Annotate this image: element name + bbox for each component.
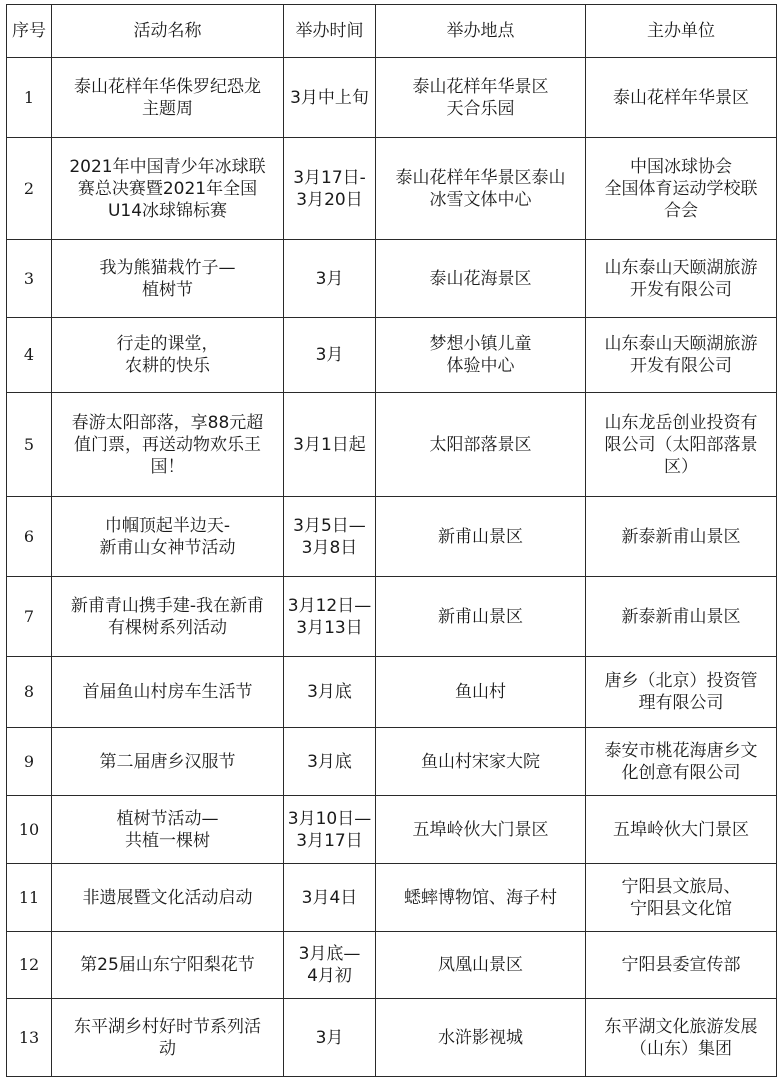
cell-line: 东平湖文化旅游发展 bbox=[604, 1016, 758, 1037]
cell-line: 3月底— bbox=[298, 944, 361, 964]
cell-line: 3月12日— bbox=[287, 595, 372, 616]
cell-line: 3月17日- bbox=[293, 167, 366, 188]
cell-line: 非遗展暨文化活动启动 bbox=[82, 887, 253, 908]
cell-line: 新甫青山携手建-我在新甫 bbox=[70, 595, 265, 616]
cell-line: 体验中心 bbox=[446, 356, 515, 376]
cell-line: 3月 bbox=[315, 345, 344, 365]
cell-line: 植树节 bbox=[142, 279, 193, 300]
table-row bbox=[7, 657, 777, 728]
cell-place bbox=[376, 932, 586, 999]
cell-line: 3月1日起 bbox=[293, 434, 366, 455]
cell-line: 天合乐园 bbox=[446, 98, 515, 119]
cell-org bbox=[586, 864, 777, 932]
cell-place bbox=[376, 58, 586, 138]
cell-line: 有棵树系列活动 bbox=[108, 617, 227, 638]
cell-line: U14冰球锦标赛 bbox=[107, 200, 228, 221]
cell-time bbox=[284, 999, 376, 1077]
cell-line: 3月 bbox=[315, 1027, 344, 1048]
cell-line: 主题周 bbox=[142, 98, 193, 119]
cell-time bbox=[284, 318, 376, 393]
cell-place bbox=[376, 393, 586, 497]
cell-time bbox=[284, 864, 376, 932]
cell-place bbox=[376, 657, 586, 728]
cell-org bbox=[586, 318, 777, 393]
cell-time bbox=[284, 393, 376, 497]
cell-line: 新泰新甫山景区 bbox=[621, 526, 741, 547]
cell-place bbox=[376, 999, 586, 1077]
cell-line: 3月20日 bbox=[296, 189, 363, 210]
table-row bbox=[7, 999, 777, 1077]
cell-line: 泰山花样年华景区 bbox=[613, 87, 749, 108]
cell-name bbox=[52, 657, 284, 728]
table-row bbox=[7, 864, 777, 932]
cell-no: 4 bbox=[7, 318, 52, 393]
events-table bbox=[6, 4, 777, 1077]
cell-line: 限公司（太阳部落景 bbox=[604, 434, 758, 455]
cell-name bbox=[52, 58, 284, 138]
table-header-row bbox=[7, 5, 777, 58]
cell-place bbox=[376, 728, 586, 796]
cell-line: 山东泰山天颐湖旅游 bbox=[604, 334, 758, 354]
table-row bbox=[7, 138, 777, 240]
cell-no: 10 bbox=[7, 796, 52, 864]
cell-line: 理有限公司 bbox=[638, 693, 724, 713]
cell-line: 3月4日 bbox=[301, 887, 358, 908]
cell-place bbox=[376, 864, 586, 932]
cell-line: 我为熊猫栽竹子— bbox=[99, 257, 236, 278]
cell-name bbox=[52, 240, 284, 318]
cell-line: 2021年中国青少年冰球联 bbox=[69, 156, 266, 177]
cell-line: 蟋蟀博物馆、海子村 bbox=[404, 887, 557, 908]
cell-place bbox=[376, 497, 586, 577]
cell-line: 泰山花海景区 bbox=[429, 268, 532, 289]
cell-place bbox=[376, 138, 586, 240]
cell-place bbox=[376, 796, 586, 864]
cell-org bbox=[586, 932, 777, 999]
cell-line: 3月10日— bbox=[287, 808, 372, 829]
cell-line: 水浒影视城 bbox=[438, 1027, 523, 1048]
cell-line: 动 bbox=[159, 1038, 176, 1059]
table-row bbox=[7, 393, 777, 497]
cell-line: 新泰新甫山景区 bbox=[621, 606, 741, 627]
cell-line: 鱼山村 bbox=[455, 682, 506, 702]
table-body bbox=[7, 58, 777, 1077]
cell-line: 3月底 bbox=[307, 751, 352, 772]
cell-line: 宁阳县委宣传部 bbox=[621, 955, 741, 975]
table-row bbox=[7, 58, 777, 138]
table-row bbox=[7, 796, 777, 864]
cell-name bbox=[52, 577, 284, 657]
cell-name bbox=[52, 932, 284, 999]
cell-line: 首届鱼山村房车生活节 bbox=[82, 682, 253, 702]
cell-no: 11 bbox=[7, 864, 52, 932]
cell-no: 9 bbox=[7, 728, 52, 796]
cell-no: 12 bbox=[7, 932, 52, 999]
cell-name bbox=[52, 393, 284, 497]
cell-line: 新甫山女神节活动 bbox=[99, 537, 236, 558]
cell-no: 6 bbox=[7, 497, 52, 577]
table-row bbox=[7, 497, 777, 577]
cell-time bbox=[284, 58, 376, 138]
cell-line: 第25届山东宁阳梨花节 bbox=[80, 955, 255, 975]
cell-place bbox=[376, 318, 586, 393]
cell-line: 中国冰球协会 bbox=[630, 156, 732, 177]
cell-name bbox=[52, 497, 284, 577]
cell-line: 3月 bbox=[315, 268, 344, 289]
cell-time bbox=[284, 728, 376, 796]
cell-line: 唐乡（北京）投资管 bbox=[604, 671, 758, 691]
cell-name bbox=[52, 864, 284, 932]
cell-line: 开发有限公司 bbox=[630, 279, 732, 300]
cell-line: 行走的课堂， bbox=[116, 334, 219, 354]
cell-line: 东平湖乡村好时节系列活 bbox=[74, 1016, 261, 1037]
cell-line: 泰山花样年华景区 bbox=[412, 76, 549, 97]
cell-org bbox=[586, 657, 777, 728]
cell-name bbox=[52, 796, 284, 864]
table-row bbox=[7, 318, 777, 393]
cell-line: 值门票，再送动物欢乐王 bbox=[74, 434, 261, 455]
cell-org bbox=[586, 728, 777, 796]
cell-line: 新甫山景区 bbox=[438, 526, 523, 547]
cell-line: 宁阳县文化馆 bbox=[630, 898, 732, 919]
cell-line: 植树节活动— bbox=[116, 808, 219, 829]
cell-line: （山东）集团 bbox=[630, 1038, 732, 1059]
cell-line: 宁阳县文旅局、 bbox=[621, 876, 741, 897]
cell-line: 3月5日— bbox=[293, 515, 366, 536]
cell-line: 3月17日 bbox=[296, 830, 363, 851]
table-row bbox=[7, 932, 777, 999]
cell-time bbox=[284, 657, 376, 728]
cell-name bbox=[52, 138, 284, 240]
header-name: 活动名称 bbox=[52, 5, 284, 58]
cell-line: 开发有限公司 bbox=[630, 356, 732, 376]
cell-time bbox=[284, 932, 376, 999]
cell-line: 共植一棵树 bbox=[125, 830, 210, 851]
table-row bbox=[7, 577, 777, 657]
cell-line: 第二届唐乡汉服节 bbox=[99, 751, 236, 772]
cell-time bbox=[284, 240, 376, 318]
cell-org bbox=[586, 138, 777, 240]
cell-no: 3 bbox=[7, 240, 52, 318]
cell-name bbox=[52, 318, 284, 393]
cell-no: 5 bbox=[7, 393, 52, 497]
cell-org bbox=[586, 577, 777, 657]
cell-no: 8 bbox=[7, 657, 52, 728]
cell-no: 13 bbox=[7, 999, 52, 1077]
cell-line: 合会 bbox=[664, 200, 698, 221]
cell-org bbox=[586, 999, 777, 1077]
cell-org bbox=[586, 393, 777, 497]
cell-line: 泰山花样年华景区泰山 bbox=[395, 167, 566, 188]
cell-line: 五埠岭伙大门景区 bbox=[613, 819, 749, 840]
cell-line: 赛总决赛暨2021年全国 bbox=[77, 178, 258, 199]
cell-time bbox=[284, 796, 376, 864]
cell-line: 3月13日 bbox=[296, 617, 363, 638]
cell-time bbox=[284, 577, 376, 657]
cell-line: 泰山花样年华侏罗纪恐龙 bbox=[74, 76, 261, 97]
cell-line: 泰安市桃花海唐乡文 bbox=[604, 740, 758, 761]
cell-line: 梦想小镇儿童 bbox=[429, 334, 532, 354]
cell-no: 1 bbox=[7, 58, 52, 138]
cell-line: 五埠岭伙大门景区 bbox=[412, 819, 549, 840]
cell-line: 鱼山村宋家大院 bbox=[421, 751, 540, 772]
cell-org bbox=[586, 497, 777, 577]
header-org: 主办单位 bbox=[586, 5, 777, 58]
cell-line: 山东泰山天颐湖旅游 bbox=[604, 257, 758, 278]
cell-no: 2 bbox=[7, 138, 52, 240]
cell-name bbox=[52, 728, 284, 796]
cell-org bbox=[586, 58, 777, 138]
cell-line: 区） bbox=[664, 456, 698, 477]
cell-line: 山东龙岳创业投资有 bbox=[604, 412, 758, 433]
cell-org bbox=[586, 796, 777, 864]
header-no: 序号 bbox=[7, 5, 52, 58]
header-place: 举办地点 bbox=[376, 5, 586, 58]
cell-name bbox=[52, 999, 284, 1077]
cell-line: 凤凰山景区 bbox=[438, 955, 523, 975]
cell-line: 太阳部落景区 bbox=[429, 434, 532, 455]
table-row bbox=[7, 240, 777, 318]
cell-place bbox=[376, 240, 586, 318]
cell-org bbox=[586, 240, 777, 318]
header-time: 举办时间 bbox=[284, 5, 376, 58]
cell-line: 冰雪文体中心 bbox=[429, 189, 532, 210]
cell-line: 新甫山景区 bbox=[438, 606, 523, 627]
table-row bbox=[7, 728, 777, 796]
cell-no: 7 bbox=[7, 577, 52, 657]
cell-line: 3月中上旬 bbox=[290, 87, 369, 108]
cell-line: 全国体育运动学校联 bbox=[604, 178, 758, 199]
cell-line: 国！ bbox=[150, 456, 185, 477]
cell-place bbox=[376, 577, 586, 657]
cell-line: 化创意有限公司 bbox=[621, 762, 741, 783]
cell-line: 3月8日 bbox=[301, 537, 358, 558]
cell-line: 3月底 bbox=[307, 682, 352, 702]
cell-line: 4月初 bbox=[307, 966, 352, 986]
cell-time bbox=[284, 497, 376, 577]
cell-line: 春游太阳部落，享88元超 bbox=[71, 412, 264, 433]
cell-time bbox=[284, 138, 376, 240]
cell-line: 巾帼顶起半边天- bbox=[104, 515, 231, 536]
cell-line: 农耕的快乐 bbox=[125, 356, 210, 376]
